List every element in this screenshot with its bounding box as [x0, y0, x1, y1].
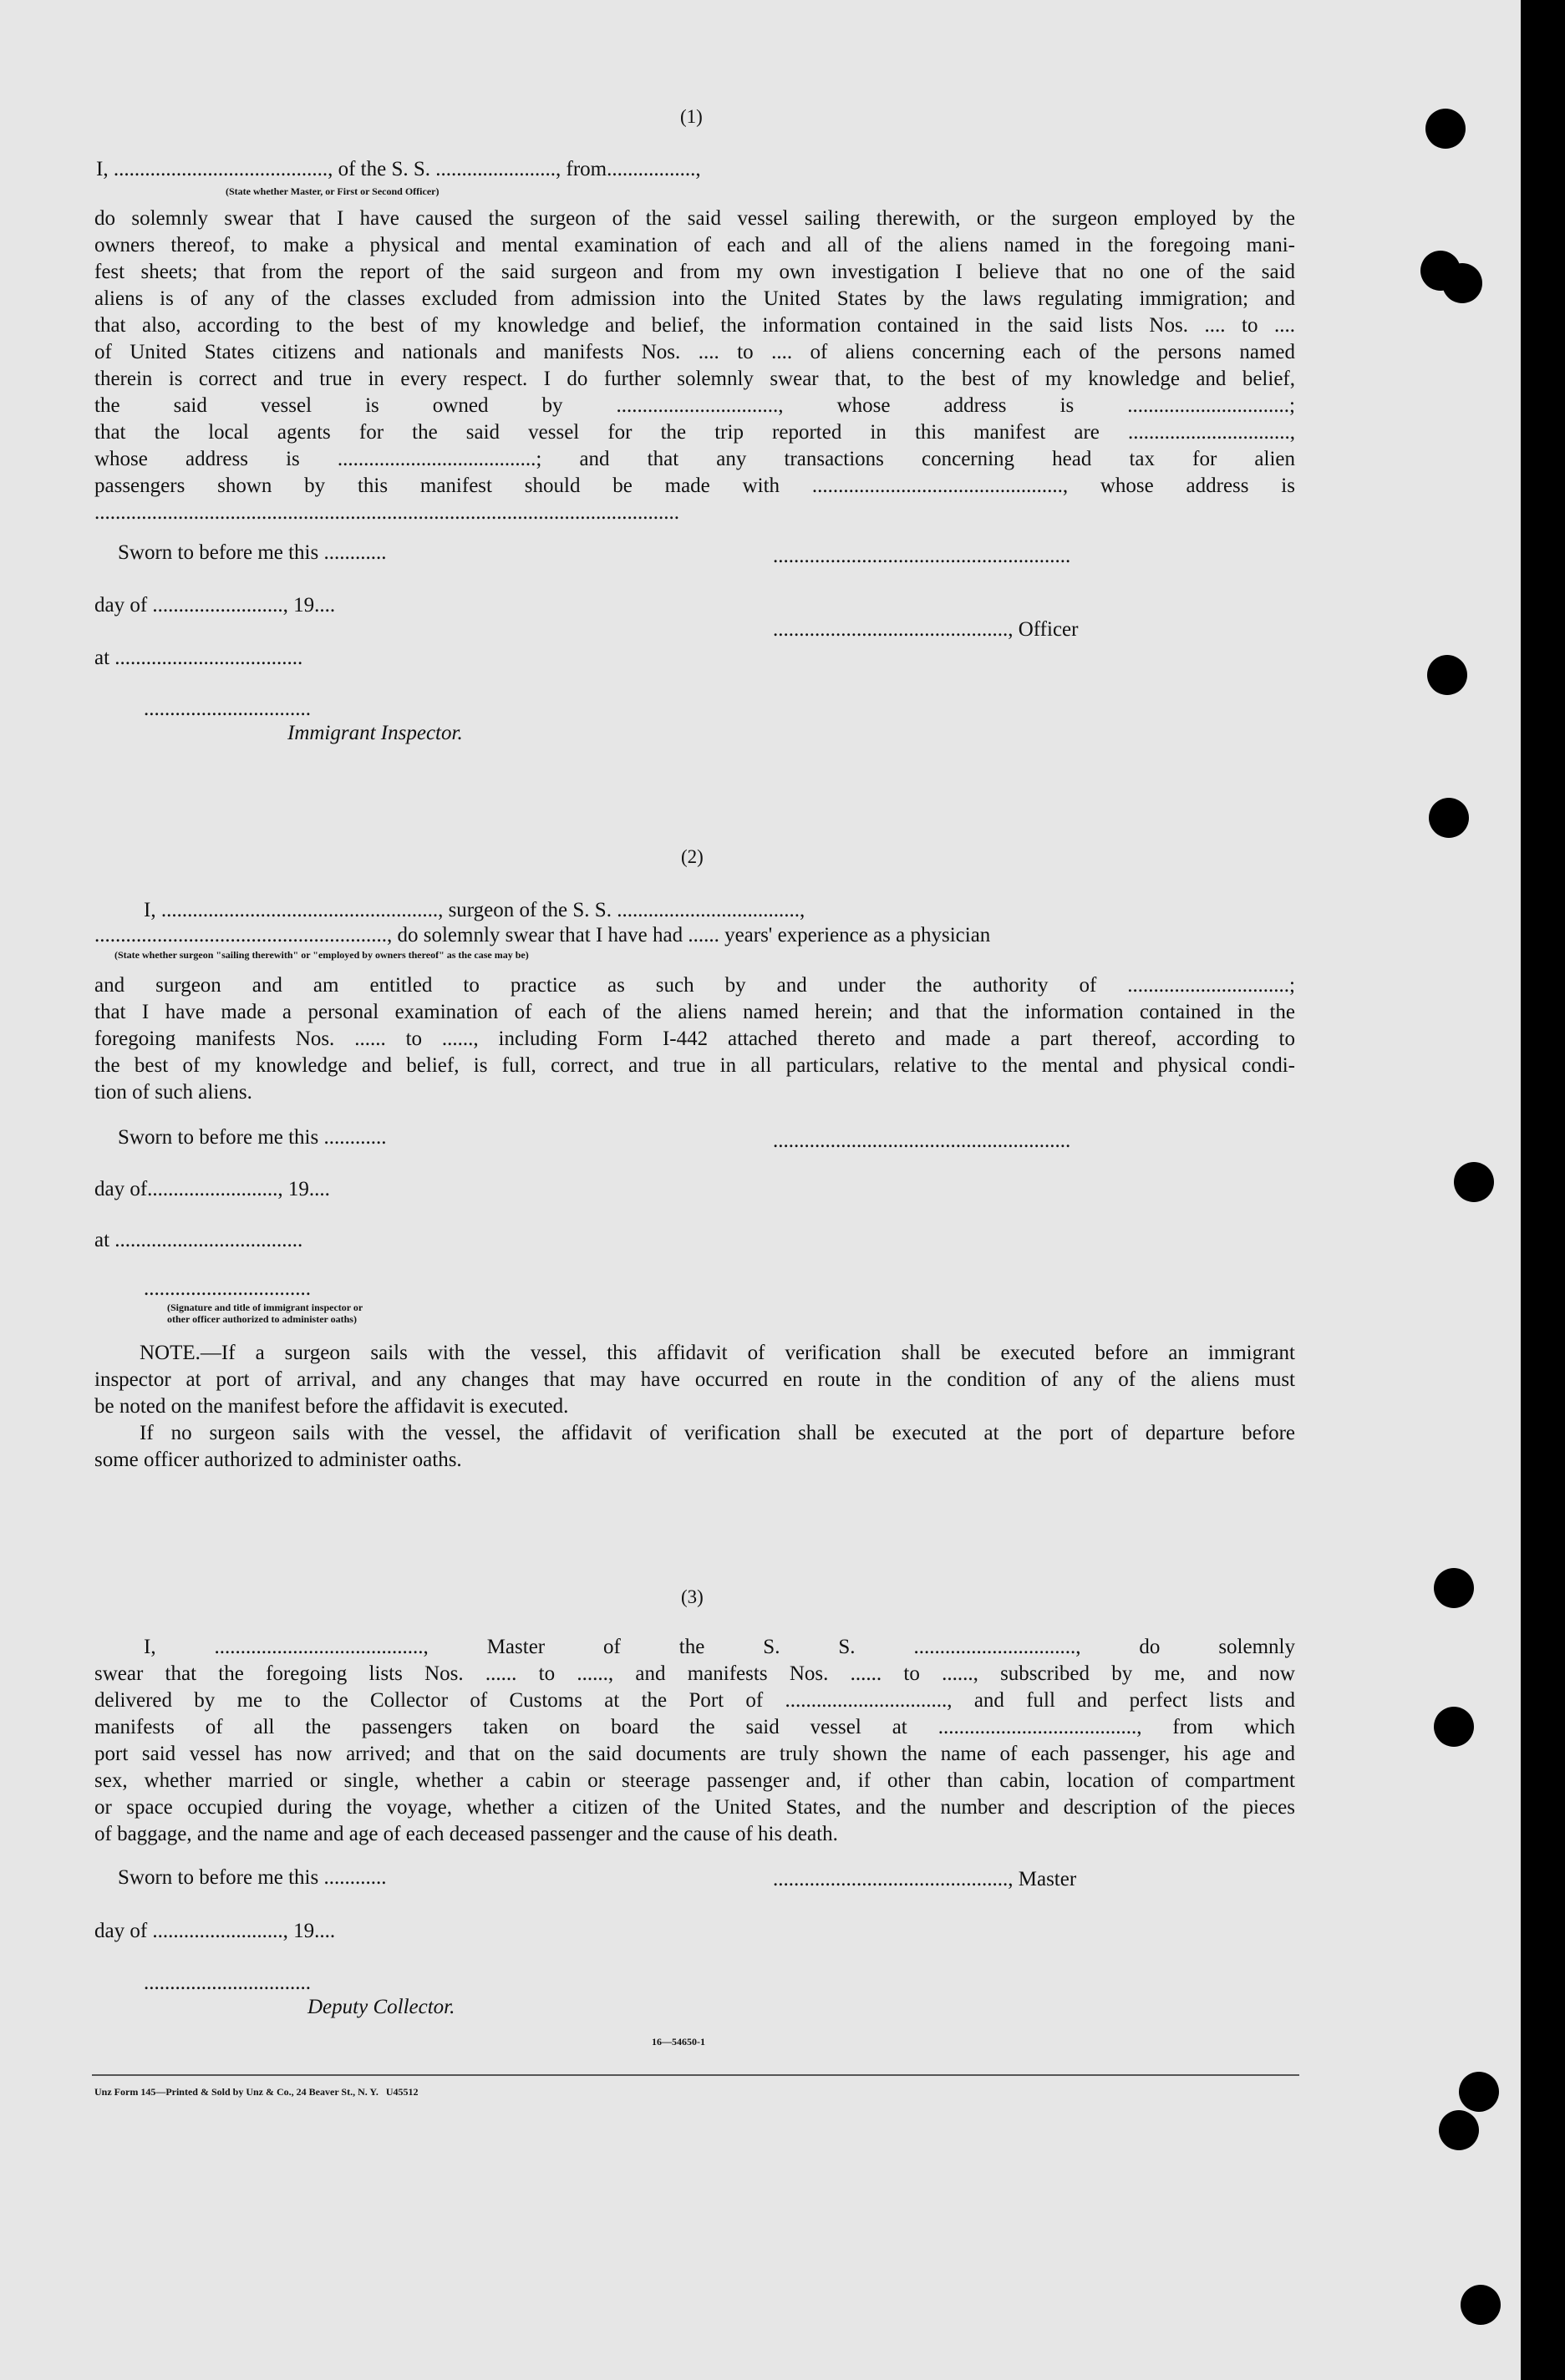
binder-hole — [1434, 1707, 1474, 1747]
printer-credit: Unz Form 145—Printed & Sold by Unz & Co., 24 Beaver St., N. Y. U45512 — [94, 2086, 419, 2098]
section-1-at-line: at .................................... — [94, 647, 303, 669]
section-2-note: NOTE.—If a surgeon sails with the vessel, this affidavit of verification shall be executed before an immigrant inspector at port of arrival, and any changes that may have occurred en route in the condition of any of the aliens must be noted on the manifest before the affidavit is executed. If no surgeon sails with the vessel, the affidavit of verification shall be executed at the port of departure before some officer authorized to administer oaths. — [94, 1342, 1295, 1471]
section-2-at-line: at .................................... — [94, 1229, 303, 1251]
binder-hole — [1442, 263, 1482, 303]
section-1-caption: (State whether Master, or First or Second Officer) — [226, 185, 440, 197]
section-1-officer-line: ............................................., Officer — [773, 618, 1079, 641]
section-2-caption-b: other officer authorized to administer oaths) — [167, 1313, 357, 1325]
section-1-inspector-label: Immigrant Inspector. — [287, 722, 463, 744]
section-3-sworn-line: Sworn to before me this ............ — [118, 1866, 387, 1889]
form-number: 16—54650-1 — [652, 2036, 705, 2048]
section-2-signature-dots: ................................ — [144, 1277, 311, 1300]
section-3-day-line: day of ........................., 19.... — [94, 1920, 336, 1942]
binder-hole — [1459, 2072, 1499, 2112]
section-3-master-line: ............................................., Master — [773, 1868, 1077, 1890]
section-3-signature-dots: ................................ — [144, 1971, 311, 1994]
binder-hole — [1439, 2110, 1479, 2150]
binder-hole — [1454, 1162, 1494, 1202]
section-1-opening-line: I, ........................................., of the S. S. ......................., from................., — [96, 158, 701, 180]
binder-hole — [1425, 109, 1466, 149]
section-1-sworn-line: Sworn to before me this ............ — [118, 541, 387, 564]
section-2-sworn-line: Sworn to before me this ............ — [118, 1126, 387, 1149]
binder-hole — [1429, 798, 1469, 838]
binder-hole — [1461, 2285, 1501, 2325]
section-3-paragraph: I, ........................................, Master of the S. S. ..............................., do solemnly swear that the foregoing lists Nos. ...... to ......, and manifests Nos. ...... to ......, subscribed by me, and now delivered by me to the Collector of Customs at the Port of ..............................., and full and perfect lists and manifests of all the passengers taken on board the said vessel at ......................................, from which port said vessel has now arrived; and that on the said documents are truly shown the name of each passenger, his age and sex, whether married or single, whether a cabin or steerage passenger and, if other than cabin, location of compartment or space occupied during the voyage, whether a citizen of the United States, and the number and description of the pieces of baggage, and the name and age of each deceased passenger and the cause of his death. — [94, 1636, 1295, 1845]
section-3-collector-label: Deputy Collector. — [307, 1996, 455, 2018]
section-2-number: (2) — [681, 846, 704, 867]
section-2-line-2: ........................................................, do solemnly swear that I have had ...... years' experience as a physician — [94, 924, 991, 946]
footer-rule — [92, 2074, 1299, 2076]
binder-hole — [1434, 1568, 1474, 1608]
section-2-signature-line: ......................................................... — [773, 1129, 1071, 1152]
section-3-number: (3) — [681, 1586, 704, 1607]
binder-hole — [1427, 655, 1467, 695]
section-2-line-1: I, ....................................................., surgeon of the S. S. ..................................., — [144, 899, 805, 921]
section-2-caption: (State whether surgeon "sailing therewith" or "employed by owners thereof" as the case may be) — [114, 949, 529, 961]
section-1-number: (1) — [680, 106, 703, 127]
section-1-officer-dots: ......................................................... — [773, 545, 1071, 567]
section-2-caption-a: (Signature and title of immigrant inspector or — [167, 1302, 363, 1313]
section-1-signature-dots: ................................ — [144, 698, 311, 720]
section-2-day-line: day of........................., 19.... — [94, 1178, 330, 1200]
section-2-paragraph: and surgeon and am entitled to practice as such by and under the authority of ...............................; that I have made a personal examination of each of the aliens named herein; and that the information contained in the foregoing manifests Nos. ...... to ......, including Form I-442 attached thereto and made a part thereof, according to the best of my knowledge and belief, is full, correct, and true in all particulars, relative to the mental and physical condi- tion of such aliens. — [94, 974, 1295, 1104]
section-1-day-line: day of ........................., 19.... — [94, 594, 336, 617]
section-1-paragraph: do solemnly swear that I have caused the surgeon of the said vessel sailing therewith, or the surgeon employed by the owners thereof, to make a physical and mental examination of each and all of the aliens named in the foregoing mani- fest sheets; that from the report of the said surgeon and from my own investigation I believe that no one of the said aliens is of any of the classes excluded from admission into the United States by the laws regulating immigration; and that also, according to the best of my knowledge and belief, the information contained in the said lists Nos. .... to .... of United States citizens and nationals and manifests Nos. .... to .... of aliens concerning each of the persons named therein is correct and true in every respect. I do further solemnly swear that, to the best of my knowledge and belief, the said vessel is owned by ..............................., whose address is ...............................; that the local agents for the said vessel for the trip reported in this manifest are ..............................., whose address is ......................................; and that any transactions concerning head tax for alien passengers shown by this manifest should be made with ................................................, whose address is ................................................................................................................ — [94, 207, 1295, 524]
